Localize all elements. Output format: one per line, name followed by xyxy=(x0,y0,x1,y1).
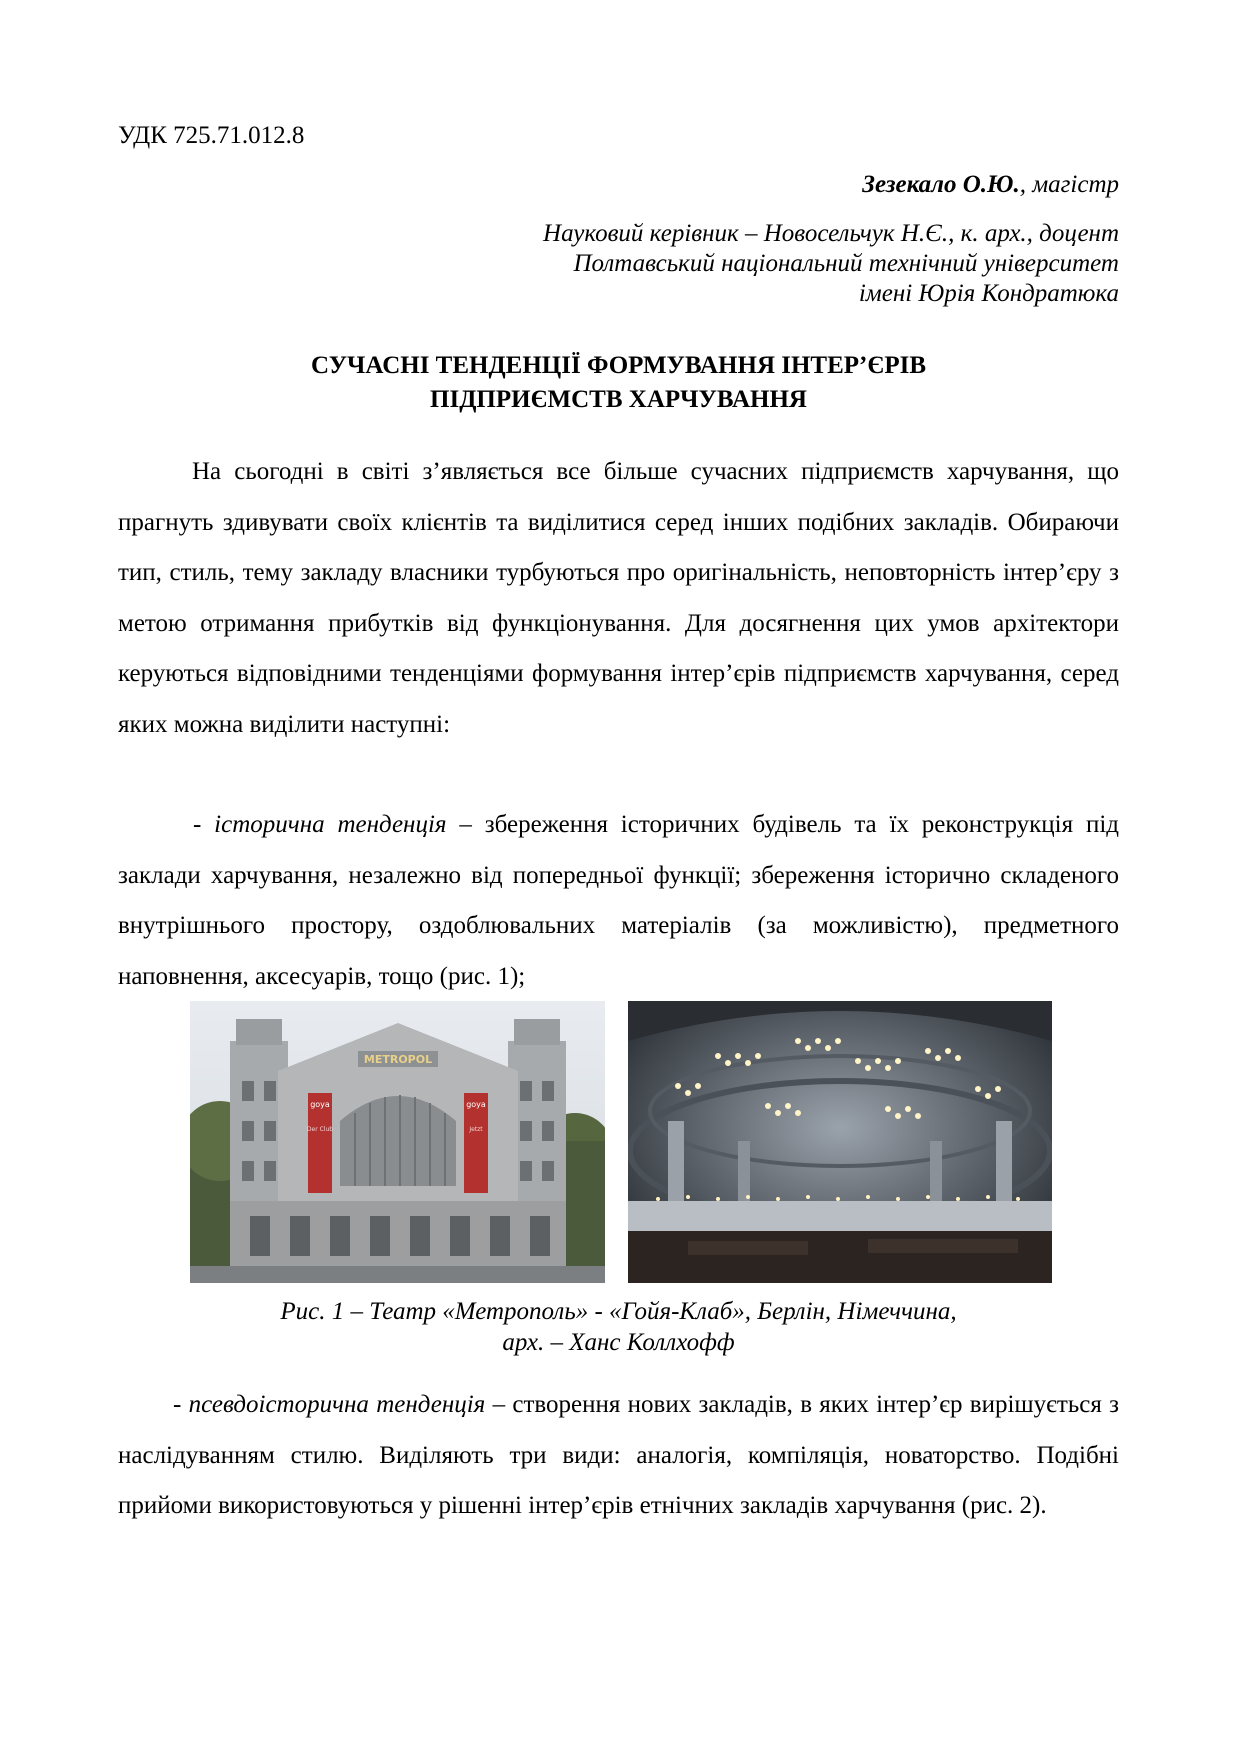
udk-code: УДК 725.71.012.8 xyxy=(118,122,305,149)
paragraph-historical-trend xyxy=(118,800,1119,1002)
pseudohistorical-definition: – створення нових закладів, в яких інтер’єр вирішується з наслідуванням стилю. Виділяють три види: аналогія, компіляція, новаторство. Подібні прийоми використовуються у рішенні інтер’єрів етнічних закладів харчування (рис. 2). xyxy=(118,1391,1119,1519)
banner-left-brand: goya xyxy=(310,1100,330,1109)
banner-right-text: Jetzt xyxy=(469,1126,483,1133)
metropol-building-illustration xyxy=(190,1001,605,1283)
author-degree: , магістр xyxy=(1019,171,1119,198)
term-pseudohistorical: псевдоісторична тенденція xyxy=(188,1391,486,1418)
title-line-2: ПІДПРИЄМСТВ ХАРЧУВАННЯ xyxy=(430,386,807,413)
affiliation-block xyxy=(543,219,1119,309)
author-line xyxy=(862,171,1119,199)
supervisor-line: Науковий керівник – Новосельчук Н.Є., к. арх., доцент xyxy=(543,220,1119,247)
interior-illustration xyxy=(628,1001,1052,1283)
caption-line-2: арх. – Ханс Коллхофф xyxy=(502,1329,735,1356)
term-historical: історична тенденція xyxy=(214,811,447,838)
banner-left-text: Der Club xyxy=(306,1126,334,1133)
paragraph-intro: На сьогодні в світі з’являється все більше сучасних підприємств харчування, що прагнуть здивувати своїх клієнтів та виділитися серед інших подібних закладів. Обираючи тип, стиль, тему закладу власники турбуються про оригінальність, неповторність інтер’єру з метою отримання прибутків від функціонування. Для досягнення цих умов архітектори керуються відповідними тенденціями формування інтер’єрів підприємств харчування, серед яких можна виділити наступні: xyxy=(118,458,1119,738)
university-line: Полтавський національний технічний університет xyxy=(573,250,1119,277)
university-name-line: імені Юрія Кондратюка xyxy=(858,280,1119,307)
list-dash: - xyxy=(193,811,215,838)
author-name: Зезекало О.Ю. xyxy=(862,171,1020,198)
figure-metropol-exterior xyxy=(190,1001,605,1283)
paragraph-pseudohistorical-trend xyxy=(118,1380,1119,1532)
historical-definition: – збереження історичних будівель та їх реконструкція під заклади харчування, незалежно від попередньої функції; збереження історично складеного внутрішнього простору, оздоблювальних матеріалів (за можливістю), предметного наповнення, аксесуарів, тощо (рис. 1); xyxy=(118,811,1119,990)
title-line-1: СУЧАСНІ ТЕНДЕНЦІЇ ФОРМУВАННЯ ІНТЕР’ЄРІВ xyxy=(310,352,927,379)
paper-title xyxy=(118,349,1119,417)
caption-line-1: Рис. 1 – Театр «Метрополь» - «Гойя-Клаб», Берлін, Німеччина, xyxy=(280,1298,957,1325)
metropol-sign-text: METROPOL xyxy=(363,1053,433,1066)
figure-goya-club-interior xyxy=(628,1001,1052,1283)
list-dash: - xyxy=(173,1391,189,1418)
figure-1-caption xyxy=(118,1296,1119,1358)
banner-right-brand: goya xyxy=(466,1100,486,1109)
